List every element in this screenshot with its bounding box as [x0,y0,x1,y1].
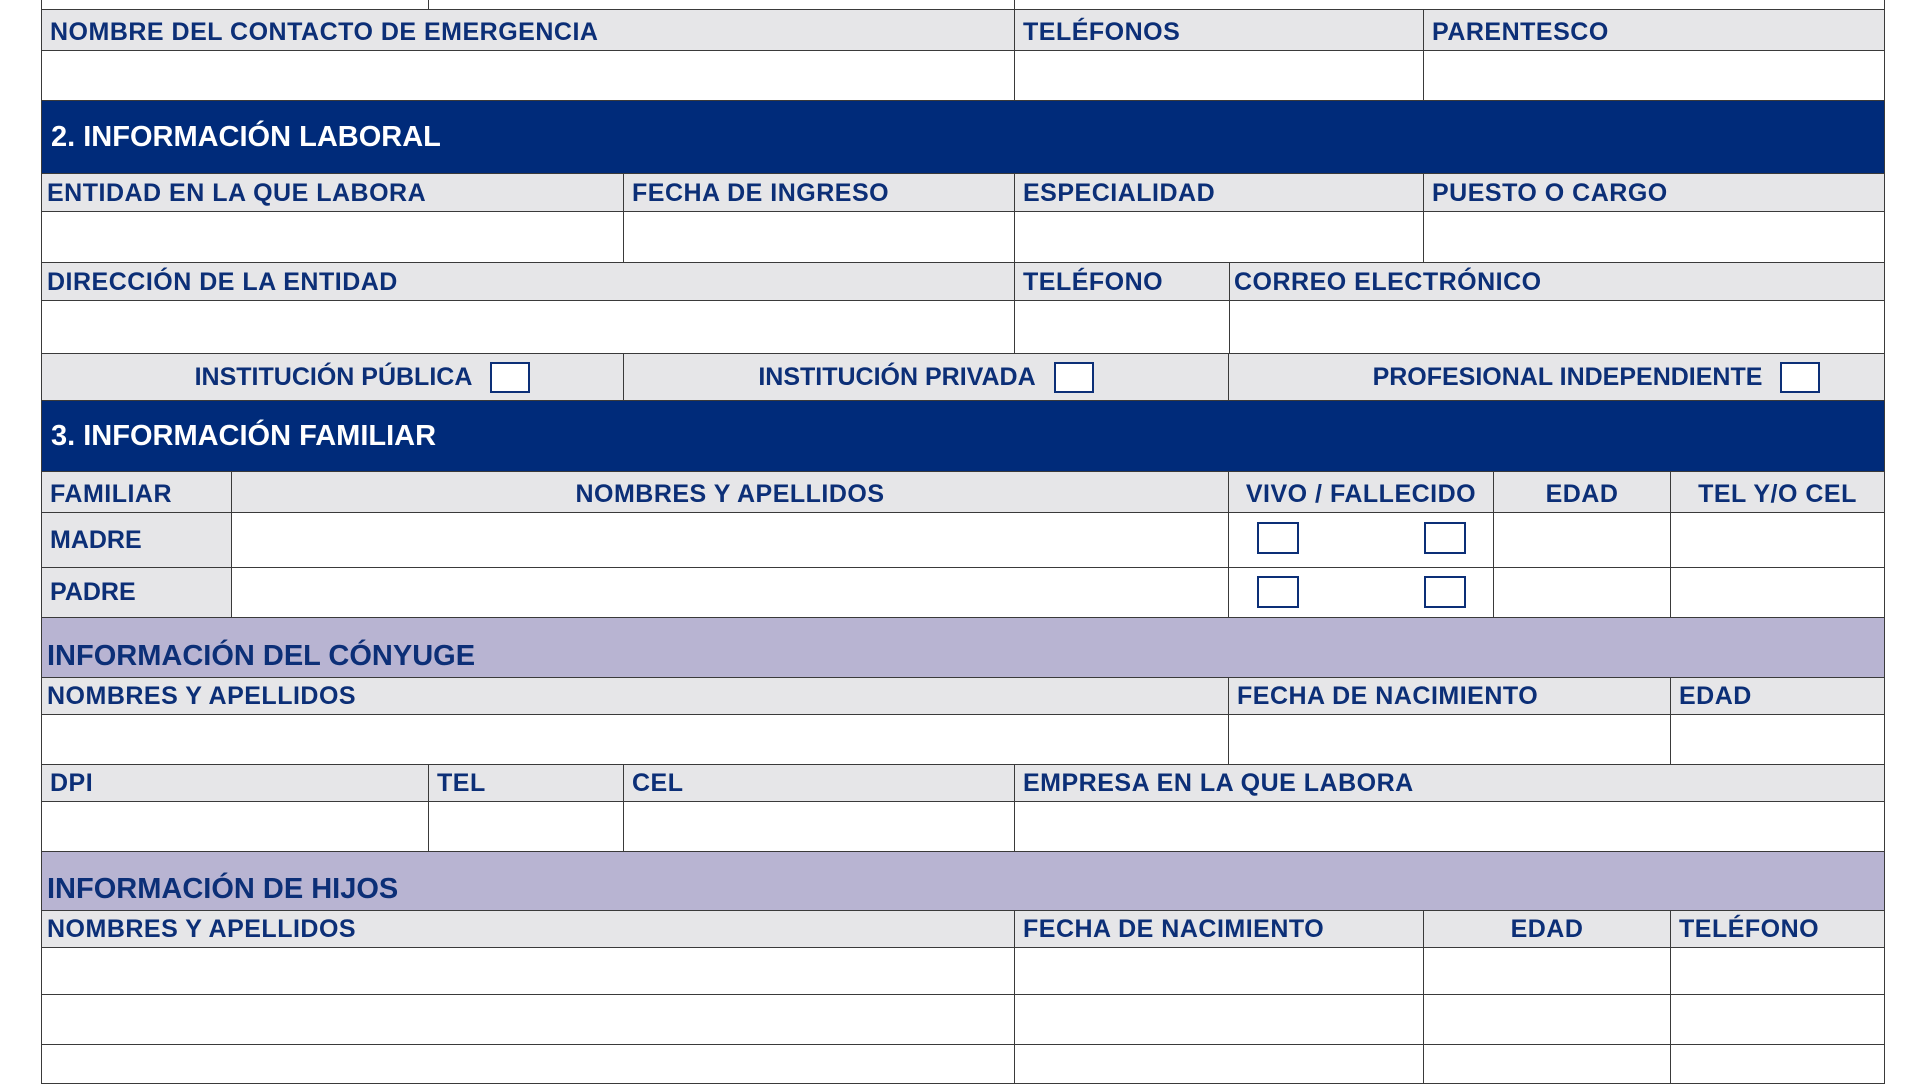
father-row-label: PADRE [41,567,232,618]
emergency-phones-field[interactable] [1014,50,1424,101]
private-institution-checkbox[interactable] [1054,362,1094,393]
spouse-names-field[interactable] [41,714,1229,765]
father-age-field[interactable] [1493,567,1671,618]
child-1-birth-date-field[interactable] [1014,947,1424,995]
child-1-phone-field[interactable] [1670,947,1885,995]
children-names-label: NOMBRES Y APELLIDOS [41,910,1015,948]
spouse-cel-label: CEL [623,764,1015,802]
emergency-phones-label: TELÉFONOS [1014,9,1424,51]
emergency-name-field[interactable] [41,50,1015,101]
alive-deceased-header: VIVO / FALLECIDO [1228,471,1494,513]
child-3-age-field[interactable] [1423,1044,1671,1084]
spouse-tel-field[interactable] [428,801,624,852]
emergency-relationship-field[interactable] [1423,50,1885,101]
specialty-label: ESPECIALIDAD [1014,173,1424,212]
spouse-section-header: INFORMACIÓN DEL CÓNYUGE [41,617,1885,678]
spouse-names-label: NOMBRES Y APELLIDOS [41,677,1229,715]
emergency-name-label: NOMBRE DEL CONTACTO DE EMERGENCIA [41,9,1015,51]
mother-deceased-checkbox[interactable] [1424,522,1466,554]
spouse-dpi-field[interactable] [41,801,429,852]
address-label: DIRECCIÓN DE LA ENTIDAD [41,262,1015,301]
mother-age-field[interactable] [1493,512,1671,568]
child-1-names-field[interactable] [41,947,1015,995]
start-date-field[interactable] [623,211,1015,263]
spouse-dpi-label: DPI [41,764,429,802]
father-alive-checkbox[interactable] [1257,576,1299,608]
spouse-tel-label: TEL [428,764,624,802]
children-phone-label: TELÉFONO [1670,910,1885,948]
spouse-age-label: EDAD [1670,677,1885,715]
child-2-phone-field[interactable] [1670,994,1885,1045]
entity-label: ENTIDAD EN LA QUE LABORA [41,173,624,212]
family-phone-header: TEL Y/O CEL [1670,471,1885,513]
family-names-header: NOMBRES Y APELLIDOS [231,471,1229,513]
spouse-birth-date-label: FECHA DE NACIMIENTO [1228,677,1671,715]
work-phone-label: TELÉFONO [1014,262,1230,301]
independent-label: PROFESIONAL INDEPENDIENTE [1372,362,1763,391]
children-birth-date-label: FECHA DE NACIMIENTO [1014,910,1424,948]
section-2-header: 2. INFORMACIÓN LABORAL [41,100,1885,174]
family-header: FAMILIAR [41,471,232,513]
public-institution-checkbox[interactable] [490,362,530,393]
child-2-age-field[interactable] [1423,994,1671,1045]
independent-option[interactable] [1228,353,1885,401]
child-1-age-field[interactable] [1423,947,1671,995]
email-field[interactable] [1229,300,1885,354]
family-age-header: EDAD [1493,471,1671,513]
section-3-header: 3. INFORMACIÓN FAMILIAR [41,400,1885,472]
father-names-field[interactable] [231,567,1229,618]
father-deceased-checkbox[interactable] [1424,576,1466,608]
spouse-company-field[interactable] [1014,801,1885,852]
child-3-birth-date-field[interactable] [1014,1044,1424,1084]
start-date-label: FECHA DE INGRESO [623,173,1015,212]
entity-field[interactable] [41,211,624,263]
father-phone-field[interactable] [1670,567,1885,618]
independent-checkbox[interactable] [1780,362,1820,393]
spouse-cel-field[interactable] [623,801,1015,852]
position-field[interactable] [1423,211,1885,263]
address-field[interactable] [41,300,1015,354]
private-institution-option[interactable] [623,353,1229,401]
child-3-names-field[interactable] [41,1044,1015,1084]
mother-phone-field[interactable] [1670,512,1885,568]
private-institution-label: INSTITUCIÓN PRIVADA [758,362,1036,391]
child-3-phone-field[interactable] [1670,1044,1885,1084]
public-institution-option[interactable] [41,353,624,401]
email-label: CORREO ELECTRÓNICO [1229,262,1885,301]
work-phone-field[interactable] [1014,300,1230,354]
children-section-header: INFORMACIÓN DE HIJOS [41,851,1885,911]
spouse-age-field[interactable] [1670,714,1885,765]
spouse-company-label: EMPRESA EN LA QUE LABORA [1014,764,1885,802]
children-age-label: EDAD [1423,910,1671,948]
mother-names-field[interactable] [231,512,1229,568]
child-2-names-field[interactable] [41,994,1015,1045]
mother-row-label: MADRE [41,512,232,568]
emergency-relationship-label: PARENTESCO [1423,9,1885,51]
spouse-birth-date-field[interactable] [1228,714,1671,765]
specialty-field[interactable] [1014,211,1424,263]
mother-alive-checkbox[interactable] [1257,522,1299,554]
position-label: PUESTO O CARGO [1423,173,1885,212]
child-2-birth-date-field[interactable] [1014,994,1424,1045]
public-institution-label: INSTITUCIÓN PÚBLICA [194,362,473,391]
